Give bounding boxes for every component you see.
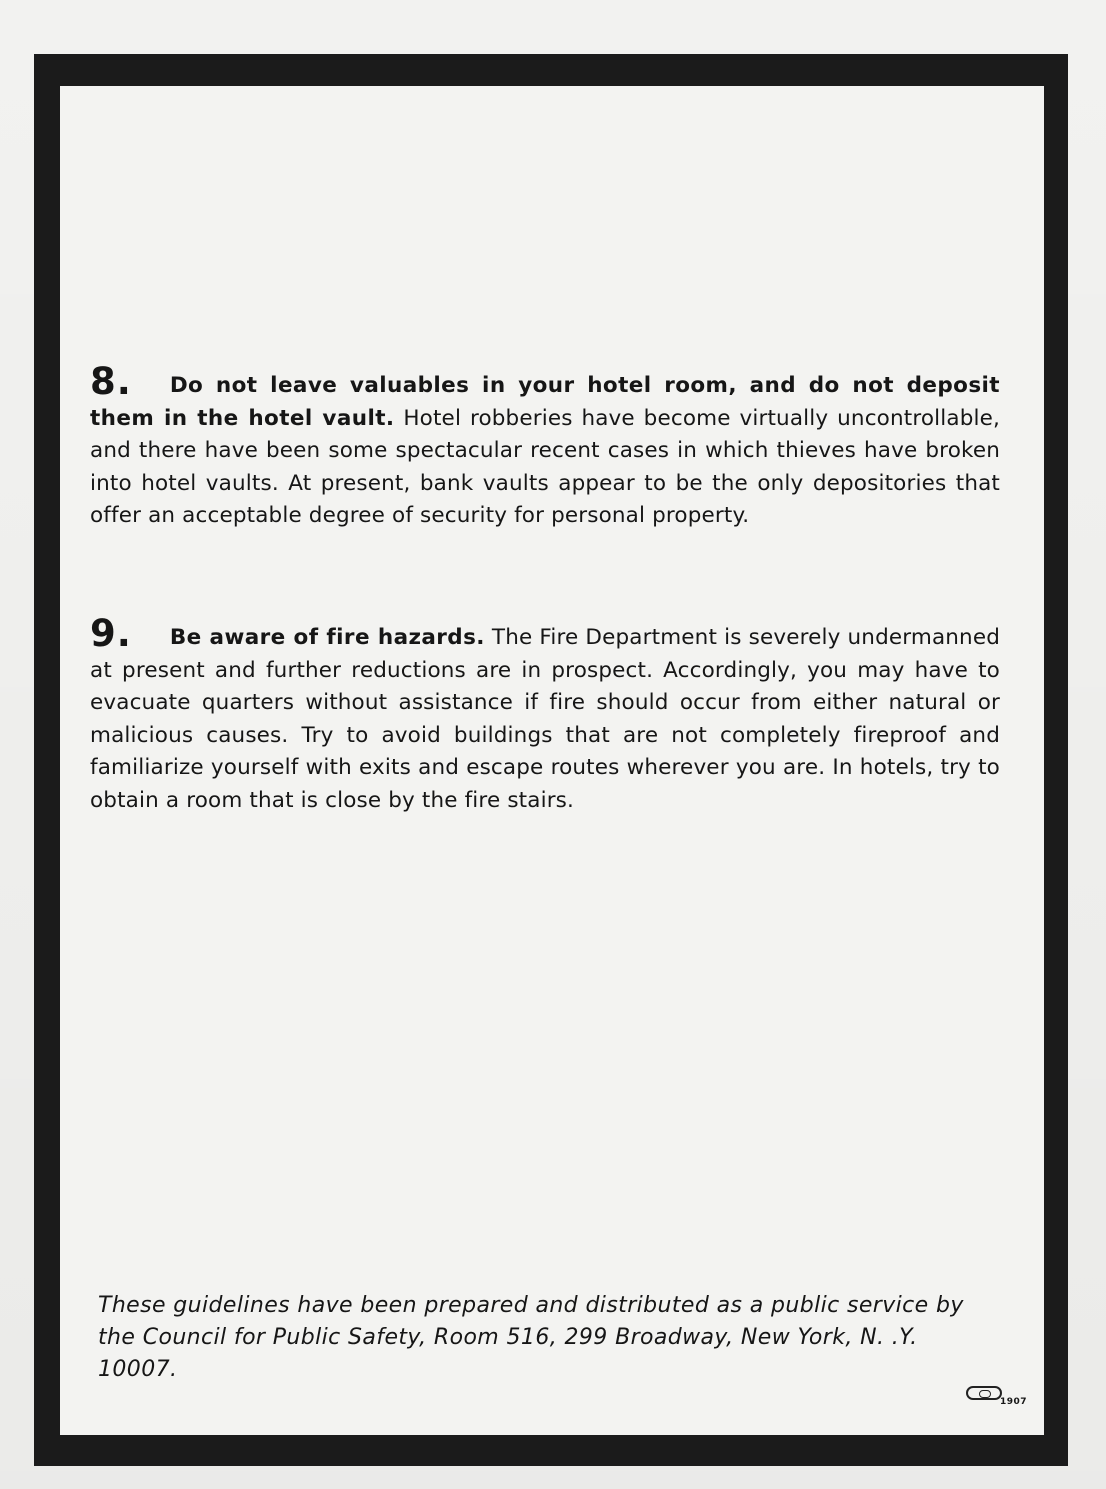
union-label-icon: [966, 1386, 1002, 1400]
item-body: Hotel robberies have become virtually uncontrollable, and there have been some spectacular recent cases in which thieves have broken into hotel vaults. At present, bank vaults appear to be the only depositories that offer an acceptable degree of security for personal property.: [90, 405, 1000, 528]
item-body: The Fire Department is severely undermanned at present and further reductions are in prospect. Accordingly, you may have to evacuate quarters without assistance if fire should occur from either natural or malicious causes. Try to avoid buildings that are not completely fireproof and familiarize yourself with exits and escape routes wherever you are. In hotels, try to obtain a room that is close by the fire stairs.: [90, 625, 1000, 813]
guideline-item-9: [90, 612, 1000, 817]
item-heading: Do not leave valuables in your hotel room, and do not deposit them in the hotel vault.: [90, 373, 1000, 431]
item-number: 9.: [90, 612, 132, 655]
item-heading: Be aware of fire hazards.: [169, 625, 485, 650]
printer-code: 1907: [1000, 1397, 1028, 1407]
item-number: 8.: [90, 360, 132, 403]
guideline-item-8: [90, 360, 1000, 533]
distribution-note: These guidelines have been prepared and distributed as a public service by the Council for Public Safety, Room 516, 299 Broadway, New York, N. .Y. 10007.: [98, 1293, 964, 1382]
